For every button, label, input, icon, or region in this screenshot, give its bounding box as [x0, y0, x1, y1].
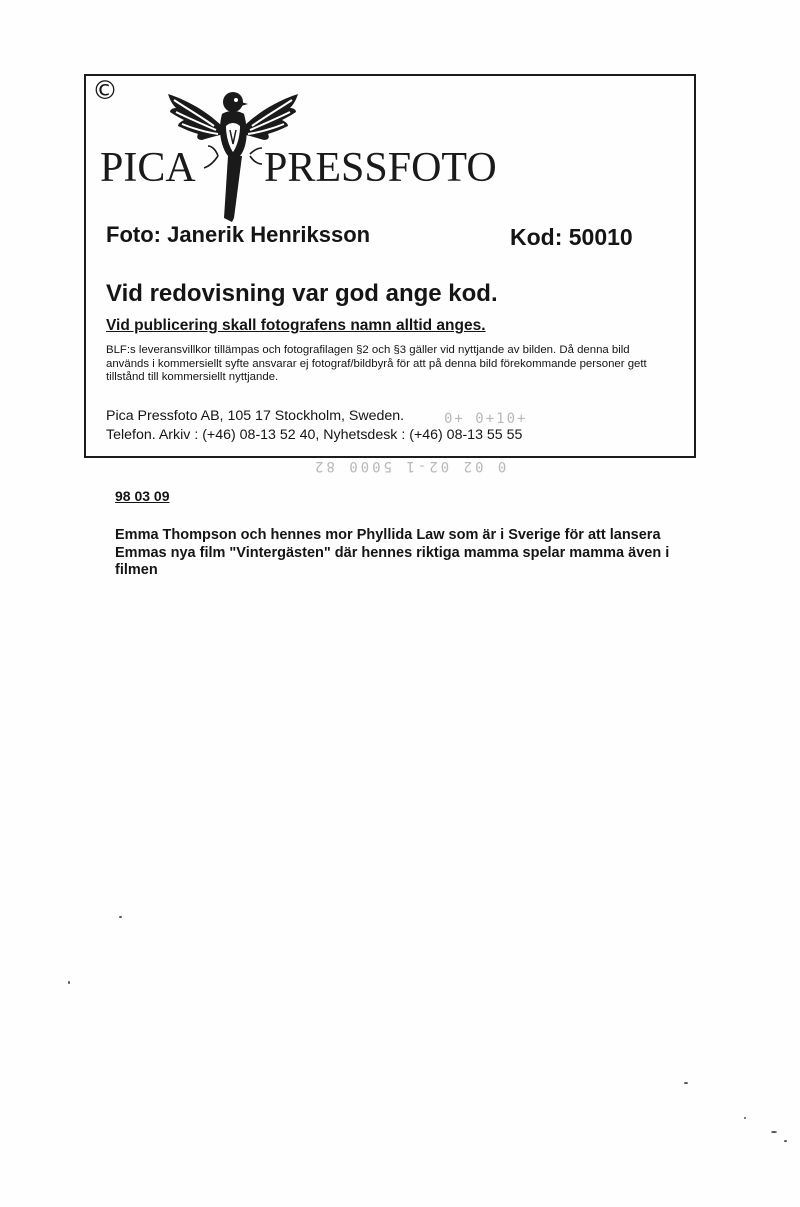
paper-speck [771, 1131, 777, 1133]
photo-caption: Emma Thompson och hennes mor Phyllida Law som är i Sverige för att lansera Emmas nya film "Vintergästen" där hennes riktiga mamma spelar mamma även i filmen [115, 527, 670, 578]
address-line-2: Telefon. Arkiv : (+46) 08-13 52 40, Nyhetsdesk : (+46) 08-13 55 55 [106, 427, 523, 443]
logo-pica: PICA [100, 145, 196, 191]
photo-agency-stamp [84, 74, 696, 458]
paper-speck [784, 1140, 787, 1142]
paper-speck [684, 1082, 688, 1084]
faint-inverted-stamp: 0 02 02-1 5000 82 [312, 458, 507, 474]
code-instruction: Vid redovisning var god ange kod. [106, 280, 498, 307]
publication-notice: Vid publicering skall fotografens namn alltid anges. [106, 317, 486, 334]
paper-speck [119, 916, 122, 918]
faint-ink-stamp: 0+ 0+10+ [444, 411, 528, 427]
paper-speck [68, 981, 70, 984]
terms-text: BLF:s leveransvillkor tillämpas och fotografilagen §2 och §3 gäller vid nyttjande av bilden. Då denna bild används i kommersiellt syfte ansvarar ej fotograf/bildbyrå för att på denna bild förekommande personer gett tillstånd till kommersiellt nyttjande. [106, 344, 647, 383]
photo-code: Kod: 50010 [510, 224, 633, 250]
logo-pressfoto: PRESSFOTO [264, 145, 497, 191]
copyright-symbol: © [92, 76, 118, 106]
paper-speck [744, 1117, 746, 1119]
photo-date: 98 03 09 [115, 488, 170, 504]
photographer-credit: Foto: Janerik Henriksson [106, 222, 371, 247]
address-line-1: Pica Pressfoto AB, 105 17 Stockholm, Sweden. [106, 408, 405, 424]
